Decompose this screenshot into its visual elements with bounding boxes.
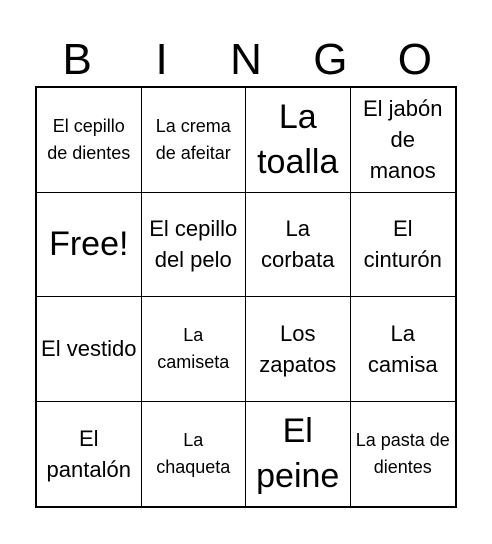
- free-space-label: Free!: [49, 224, 129, 263]
- cell-label: Los zapatos: [259, 320, 337, 377]
- bingo-cell[interactable]: [142, 297, 247, 402]
- bingo-cell-free[interactable]: [37, 193, 142, 298]
- bingo-board: [35, 86, 457, 508]
- cell-label: El cinturón: [363, 216, 442, 273]
- cell-label: La crema de afeitar: [155, 115, 231, 163]
- bingo-cell[interactable]: [351, 402, 456, 507]
- cell-label: El jabón de manos: [362, 96, 443, 184]
- bingo-cell[interactable]: [246, 402, 351, 507]
- bingo-header: [35, 34, 457, 86]
- bingo-cell[interactable]: [37, 297, 142, 402]
- cell-label: La camisa: [367, 320, 438, 377]
- bingo-cell[interactable]: [351, 193, 456, 298]
- bingo-cell[interactable]: [351, 88, 456, 193]
- header-letter-i: I: [155, 35, 168, 84]
- bingo-cell[interactable]: [351, 297, 456, 402]
- bingo-cell[interactable]: [142, 402, 247, 507]
- cell-label: La corbata: [261, 216, 335, 273]
- cell-label: El cepillo de dientes: [47, 115, 131, 163]
- bingo-cell[interactable]: [37, 402, 142, 507]
- cell-label: La toalla: [257, 97, 339, 181]
- bingo-cell[interactable]: [142, 88, 247, 193]
- bingo-cell[interactable]: [246, 88, 351, 193]
- cell-label: El vestido: [41, 336, 137, 362]
- cell-label: La pasta de dientes: [355, 429, 450, 477]
- cell-label: El peine: [256, 411, 340, 495]
- header-letter-g: G: [313, 35, 348, 84]
- cell-label: El pantalón: [46, 425, 131, 482]
- bingo-cell[interactable]: [142, 193, 247, 298]
- cell-label: El cepillo del pelo: [149, 216, 238, 273]
- bingo-cell[interactable]: [246, 193, 351, 298]
- cell-label: La camiseta: [157, 324, 230, 372]
- cell-label: La chaqueta: [156, 429, 231, 477]
- header-letter-o: O: [397, 35, 432, 84]
- header-letter-n: N: [230, 35, 262, 84]
- header-letter-b: B: [62, 35, 92, 84]
- bingo-cell[interactable]: [37, 88, 142, 193]
- bingo-cell[interactable]: [246, 297, 351, 402]
